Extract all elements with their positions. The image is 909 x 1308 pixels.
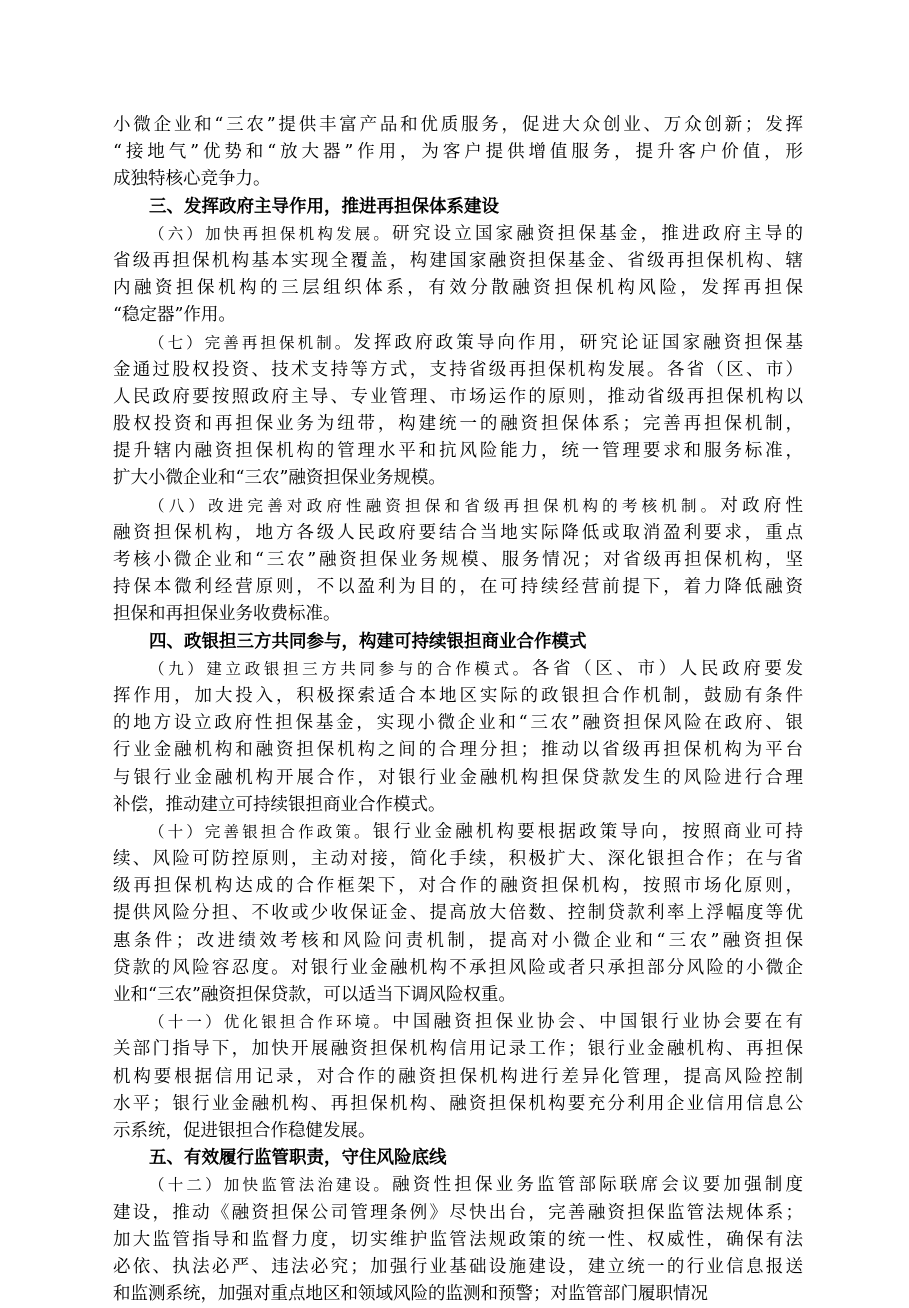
text-line: 内融资担保机构的三层组织体系，有效分散融资担保机构风险，发挥再担保 xyxy=(113,278,803,299)
text-line: 水平；银行业金融机构、再担保机构、融资担保机构要充分利用企业信用信息公 xyxy=(113,1093,803,1114)
heading-text: 五、有效履行监管职责，守住风险底线 xyxy=(149,1148,447,1169)
text-line: 加大监管指导和监督力度，切实维护监管法规政策的统一性、权威性，确保有法 xyxy=(113,1229,803,1250)
paragraph xyxy=(113,221,803,330)
item-text: 银行业金融机构要根据政策导向，按照商业可持 xyxy=(372,821,803,842)
item-first-line xyxy=(149,656,803,683)
item-text: 研究设立国家融资担保基金，推进政府主导的 xyxy=(392,223,803,244)
text-line: 金通过股权投资、技术支持等方式，支持省级再担保机构发展。各省（区、市） xyxy=(113,359,803,380)
text-line: 补偿，推动建立可持续银担商业合作模式。 xyxy=(113,794,446,815)
text-line: 级再担保机构达成的合作框架下，对合作的融资担保机构，按照市场化原则， xyxy=(113,876,803,897)
text-line: 人民政府要按照政府主导、专业管理、市场运作的原则，推动省级再担保机构以 xyxy=(113,386,803,407)
item-lead: （七）完善再担保机制。 xyxy=(149,333,354,352)
text-line: 与银行业金融机构开展合作，对银行业金融机构担保贷款发生的风险进行合理 xyxy=(113,767,803,788)
item-first-line xyxy=(149,819,803,846)
document-body xyxy=(113,112,803,1308)
paragraph xyxy=(113,819,803,1009)
section-heading xyxy=(113,194,803,221)
text-line: 担保和再担保业务收费标准。 xyxy=(113,604,341,625)
section-heading xyxy=(113,629,803,656)
text-line: 惠条件；改进绩效考核和风险问责机制，提高对小微企业和“三农”融资担保 xyxy=(113,930,803,951)
item-first-line xyxy=(149,1172,803,1199)
item-first-line xyxy=(149,330,803,357)
item-text: 融资性担保业务监管部际联席会议要加强制度 xyxy=(392,1175,803,1196)
text-line: 挥作用，加大投入，积极探索适合本地区实际的政银担合作机制，鼓励有条件 xyxy=(113,685,803,706)
text-line: 建设，推动《融资担保公司管理条例》尽快出台，完善融资担保监管法规体系； xyxy=(113,1202,803,1223)
item-lead: （六）加快再担保机构发展。 xyxy=(149,224,393,243)
item-first-line xyxy=(149,221,803,248)
text-line: 续、风险可防控原则，主动对接，简化手续，积极扩大、深化银担合作；在与省 xyxy=(113,849,803,870)
text-line: 关部门指导下，加快开展融资担保机构信用记录工作；银行业金融机构、再担保 xyxy=(113,1039,803,1060)
heading-text: 四、政银担三方共同参与，构建可持续银担商业合作模式 xyxy=(149,631,587,652)
heading-text: 三、发挥政府主导作用，推进再担保体系建设 xyxy=(149,196,499,217)
text-line: 示系统，促进银担合作稳健发展。 xyxy=(113,1120,376,1141)
item-lead: （八）改进完善对政府性融资担保和省级再担保机构的考核机制。 xyxy=(149,496,721,515)
item-lead: （十二）加快监管法治建设。 xyxy=(149,1176,393,1195)
text-line: 持保本微利经营原则，不以盈利为目的，在可持续经营前提下，着力降低融资 xyxy=(113,577,803,598)
text-line: 业和“三农”融资担保贷款，可以适当下调风险权重。 xyxy=(113,985,516,1005)
text-line: 小微企业和“三农”提供丰富产品和优质服务，促进大众创业、万众创新；发挥 xyxy=(113,115,803,135)
item-lead: （十）完善银担合作政策。 xyxy=(149,822,373,841)
text-line: “稳定器”作用。 xyxy=(113,305,236,326)
paragraph xyxy=(113,1009,803,1145)
paragraph xyxy=(113,112,803,194)
text-line: 提供风险分担、不收或少收保证金、提高放大倍数、控制贷款利率上浮幅度等优 xyxy=(113,903,803,924)
text-line: 贷款的风险容忍度。对银行业金融机构不承担风险或者只承担部分风险的小微企 xyxy=(113,957,803,978)
section-heading xyxy=(113,1145,803,1172)
paragraph xyxy=(113,493,803,629)
item-lead: （九）建立政银担三方共同参与的合作模式。 xyxy=(149,659,532,678)
text-line: 和监测系统，加强对重点地区和领域风险的监测和预警；对监管部门履职情况 xyxy=(113,1284,708,1305)
item-text: 各省（区、市）人民政府要发 xyxy=(531,658,803,679)
paragraph xyxy=(113,1172,803,1308)
paragraph xyxy=(113,330,803,493)
text-line: 行业金融机构和融资担保机构之间的合理分担；推动以省级再担保机构为平台 xyxy=(113,740,803,761)
text-line: 成独特核心竞争力。 xyxy=(113,169,271,190)
text-line: 融资担保机构，地方各级人民政府要结合当地实际降低或取消盈利要求，重点 xyxy=(113,522,803,543)
text-line: 的地方设立政府性担保基金，实现小微企业和“三农”融资担保风险在政府、银 xyxy=(113,713,803,734)
text-line: 提升辖内融资担保机构的管理水平和抗风险能力，统一管理要求和服务标准， xyxy=(113,441,803,462)
item-lead: （十一）优化银担合作环境。 xyxy=(149,1013,393,1032)
text-line: 机构要根据信用记录，对合作的融资担保机构进行差异化管理，提高风险控制 xyxy=(113,1066,803,1087)
text-line: 股权投资和再担保业务为纽带，构建统一的融资担保体系；完善再担保机制， xyxy=(113,414,803,435)
item-first-line xyxy=(149,493,803,520)
item-text: 中国融资担保业协会、中国银行业协会要在有 xyxy=(392,1012,803,1033)
text-line: 省级再担保机构基本实现全覆盖，构建国家融资担保基金、省级再担保机构、辖 xyxy=(113,250,803,271)
item-text: 对政府性 xyxy=(720,495,803,516)
text-line: 必依、执法必严、违法必究；加强行业基础设施建设，建立统一的行业信息报送 xyxy=(113,1256,803,1277)
paragraph xyxy=(113,656,803,819)
text-line: 扩大小微企业和“三农”融资担保业务规模。 xyxy=(113,468,446,489)
text-line: 考核小微企业和“三农”融资担保业务规模、服务情况；对省级再担保机构，坚 xyxy=(113,550,803,570)
item-first-line xyxy=(149,1009,803,1036)
item-text: 发挥政府政策导向作用，研究论证国家融资担保基 xyxy=(353,332,803,353)
text-line: “接地气”优势和“放大器”作用，为客户提供增值服务，提升客户价值，形 xyxy=(113,142,803,163)
